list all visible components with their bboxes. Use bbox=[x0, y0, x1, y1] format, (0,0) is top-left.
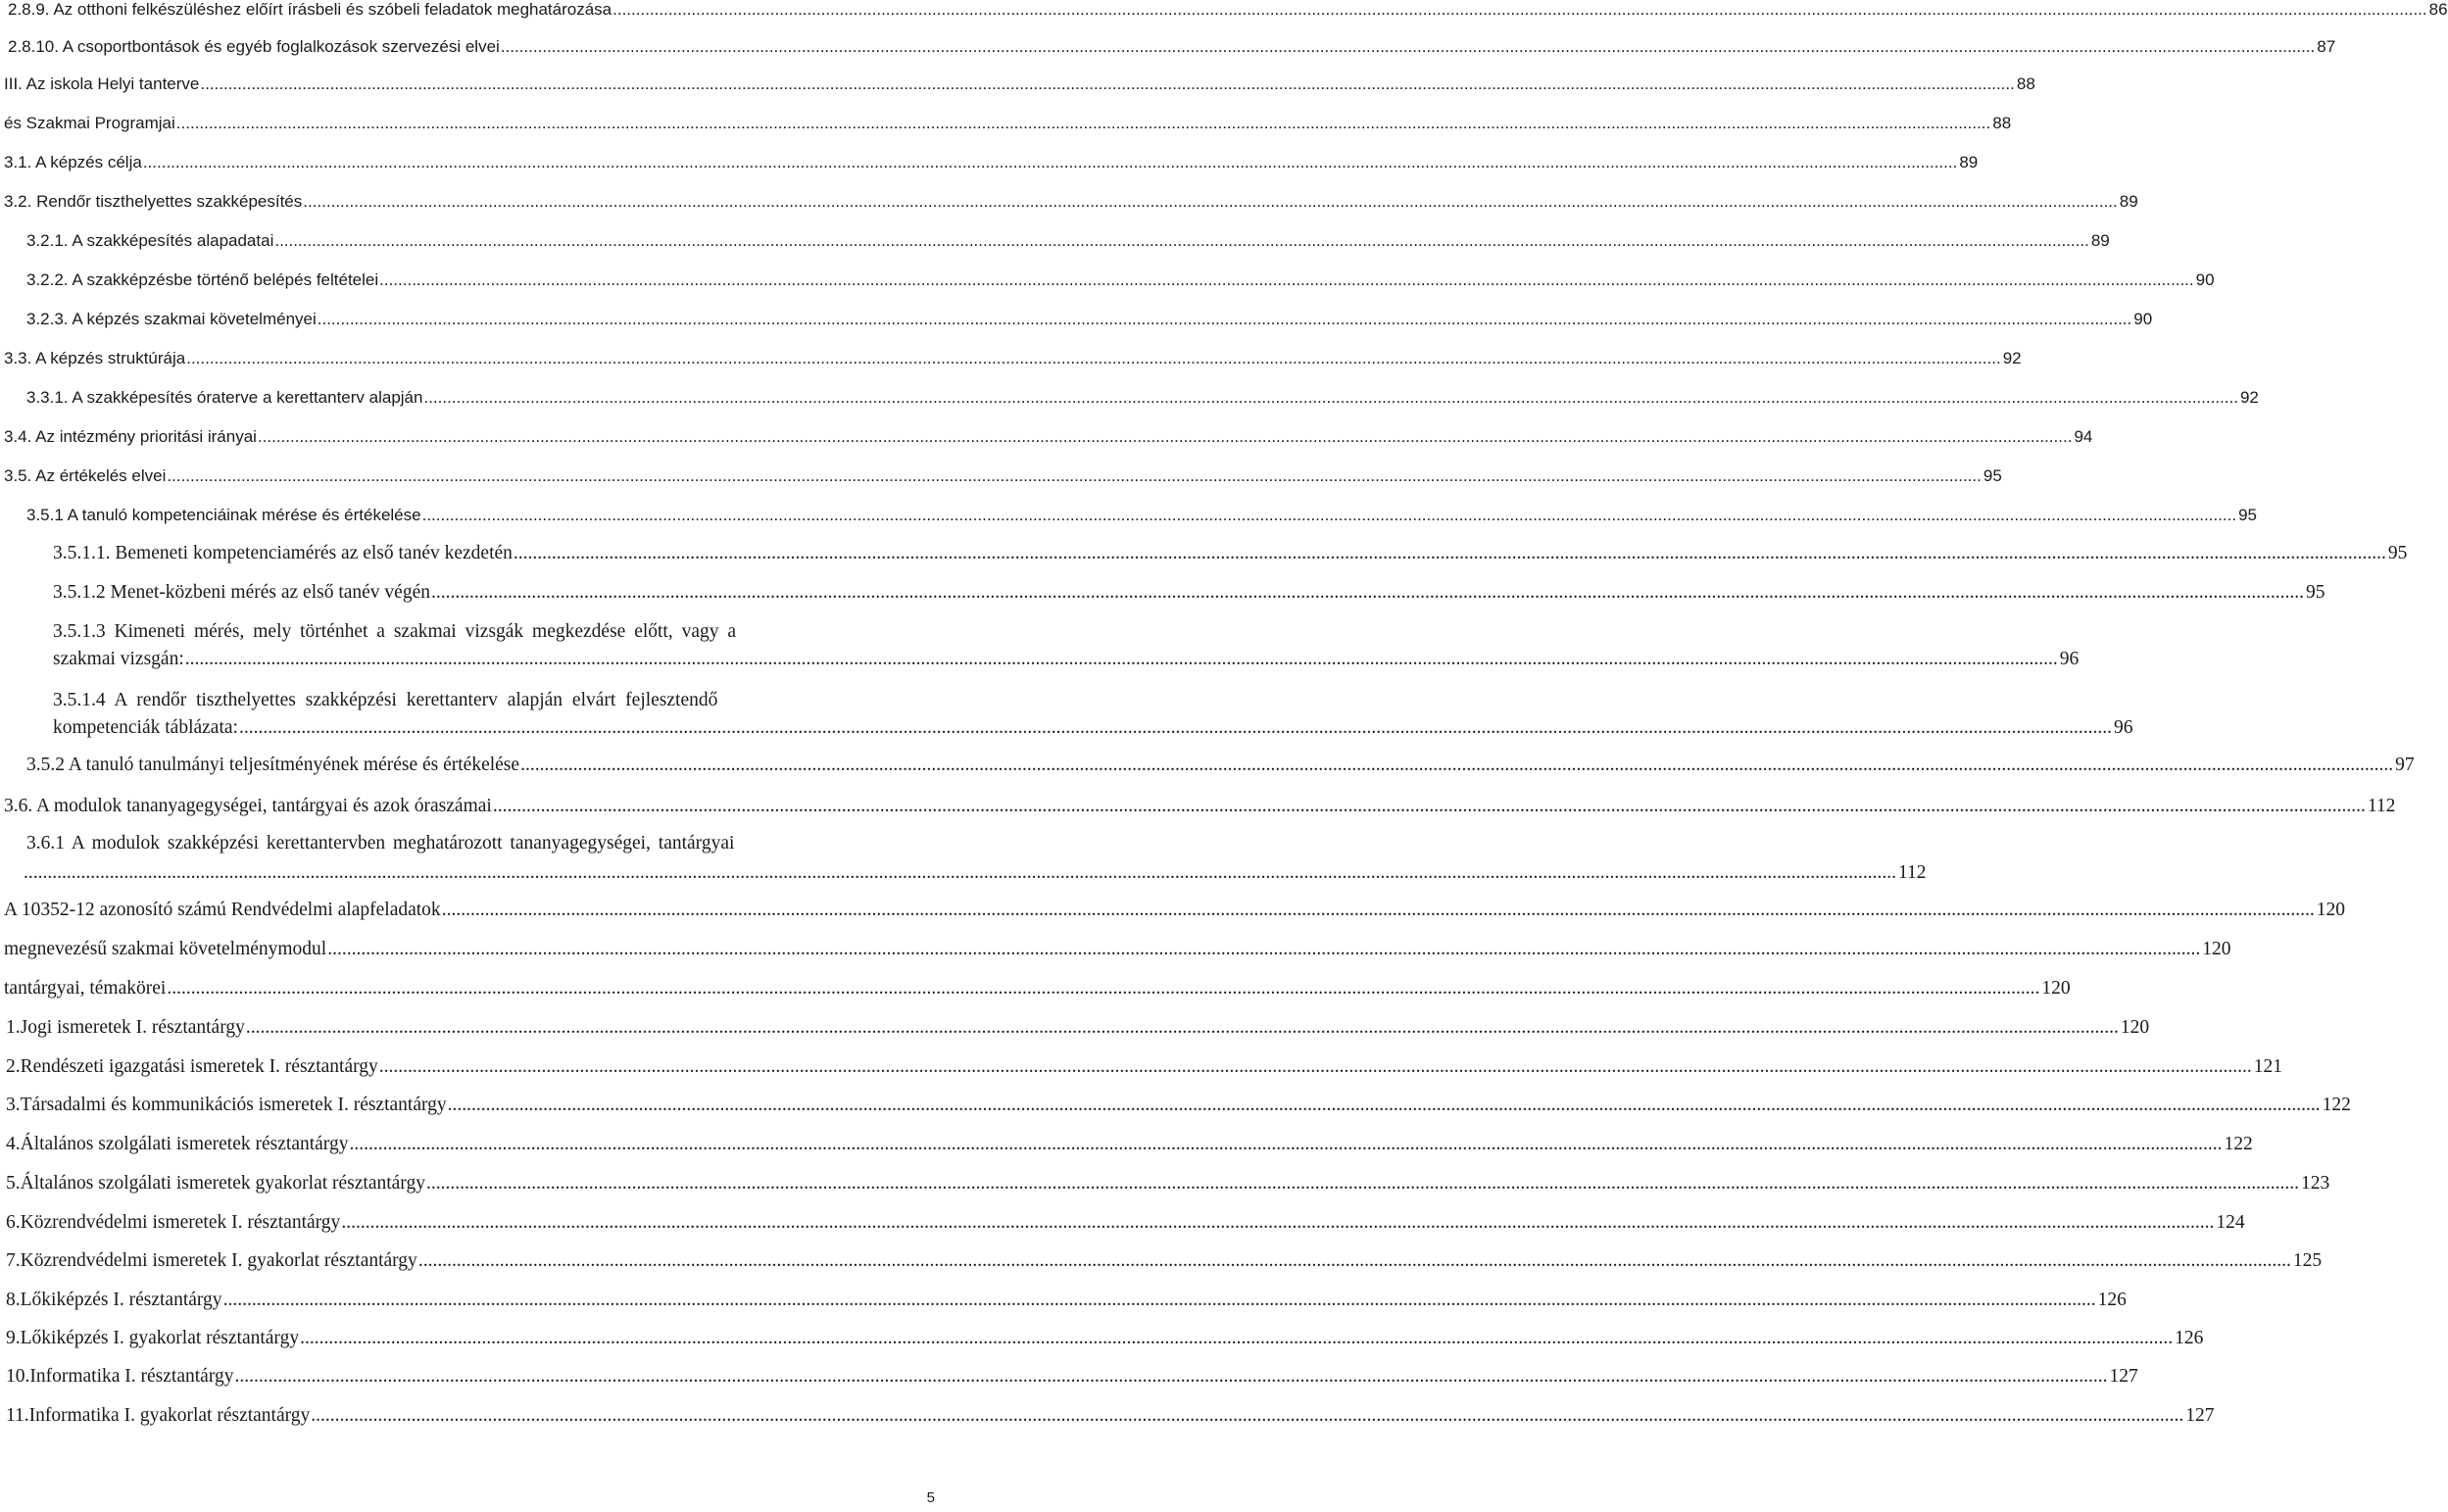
toc-leader bbox=[431, 582, 2304, 604]
toc-entry-title: és Szakmai Programjai bbox=[4, 114, 175, 132]
toc-entry-page: 96 bbox=[2113, 717, 2133, 738]
numbered-entry[interactable] bbox=[6, 1366, 2138, 1388]
toc-leader bbox=[258, 427, 2072, 447]
toc-entry-title-line1: 3.5.1.3 Kimeneti mérés, mely történhet a szakmai vizsgák megkezdése előtt, vagy a bbox=[53, 621, 737, 642]
toc-leader bbox=[303, 192, 2117, 212]
entry-number: 5. bbox=[6, 1173, 21, 1194]
toc-entry-continuation[interactable] bbox=[4, 862, 1927, 884]
entry-page: 127 bbox=[2109, 1366, 2138, 1387]
toc-leader bbox=[493, 796, 2366, 817]
numbered-entry[interactable] bbox=[6, 1173, 2330, 1195]
toc-entry-title: 3.3. A képzés struktúrája bbox=[4, 349, 186, 367]
entry-number: 9. bbox=[6, 1328, 21, 1348]
toc-entry-title: 3.6. A modulok tananyagegységei, tantárgyai és azok óraszámai bbox=[4, 796, 492, 816]
toc-entry-title: III. Az iskola Helyi tanterve bbox=[4, 74, 200, 93]
entry-title: Rendészeti igazgatási ismeretek I. résztantárgy bbox=[20, 1056, 378, 1077]
toc-leader bbox=[223, 1290, 2096, 1311]
toc-entry-page: 95 bbox=[2305, 582, 2326, 603]
toc-entry[interactable] bbox=[8, 37, 2336, 57]
entry-title: Lőkiképzés I. gyakorlat résztantárgy bbox=[20, 1328, 300, 1348]
toc-entry-page: 88 bbox=[1992, 114, 2012, 132]
toc-entry-page: 94 bbox=[2074, 427, 2093, 446]
toc-entry-page: 120 bbox=[2202, 939, 2231, 959]
toc-entry-page: 87 bbox=[2317, 37, 2336, 56]
toc-entry[interactable] bbox=[53, 582, 2326, 604]
numbered-entry[interactable] bbox=[6, 1212, 2245, 1234]
toc-entry-page: 86 bbox=[2428, 0, 2448, 19]
toc-entry-page: 120 bbox=[2316, 900, 2345, 920]
toc-entry-title: 3.3.1. A szakképesítés óraterve a kerettanterv alapján bbox=[26, 388, 423, 407]
toc-leader bbox=[426, 1173, 2299, 1195]
toc-entry[interactable] bbox=[4, 978, 2071, 1000]
toc-leader bbox=[612, 0, 2426, 20]
numbered-entry[interactable] bbox=[6, 1095, 2351, 1116]
toc-leader bbox=[24, 862, 1896, 884]
numbered-entry[interactable] bbox=[6, 1134, 2253, 1155]
toc-leader bbox=[349, 1134, 2222, 1155]
toc-entry[interactable] bbox=[4, 114, 2012, 133]
toc-entry-page: 95 bbox=[2238, 506, 2257, 524]
toc-leader bbox=[185, 649, 2058, 670]
entry-title: Informatika I. gyakorlat résztantárgy bbox=[28, 1405, 311, 1426]
toc-entry-wrapped[interactable] bbox=[53, 690, 941, 711]
toc-entry-page: 90 bbox=[2195, 270, 2215, 289]
toc-entry-title: 3.4. Az intézmény prioritási irányai bbox=[4, 427, 257, 446]
toc-entry-page: 89 bbox=[2119, 192, 2138, 211]
toc-entry[interactable] bbox=[53, 543, 2408, 564]
toc-entry[interactable] bbox=[4, 939, 2231, 960]
toc-entry[interactable] bbox=[8, 0, 2448, 20]
entry-number: 3. bbox=[6, 1095, 21, 1115]
toc-entry-page: 95 bbox=[1983, 466, 2002, 485]
toc-entry-page: 95 bbox=[2387, 543, 2408, 563]
toc-leader bbox=[514, 543, 2386, 564]
entry-title: Közrendvédelmi ismeretek I. gyakorlat résztantárgy bbox=[20, 1250, 417, 1271]
entry-title: Társadalmi és kommunikációs ismeretek I. résztantárgy bbox=[20, 1095, 447, 1115]
toc-leader bbox=[311, 1405, 2183, 1427]
toc-entry[interactable] bbox=[26, 388, 2259, 408]
toc-leader bbox=[143, 153, 1957, 172]
toc-entry[interactable] bbox=[26, 310, 2153, 329]
toc-entry-title-line1: 3.6.1 A modulok szakképzési kerettantervben meghatározott tananyagegységei, tantárgyai bbox=[26, 833, 735, 854]
numbered-entry[interactable] bbox=[6, 1017, 2150, 1039]
toc-leader bbox=[327, 939, 2200, 960]
toc-entry[interactable] bbox=[4, 74, 2035, 94]
entry-page: 123 bbox=[2300, 1173, 2330, 1194]
toc-entry-title-line2: kompetenciák táblázata: bbox=[53, 717, 238, 738]
toc-entry-page: 97 bbox=[2395, 755, 2415, 775]
toc-entry-page: 92 bbox=[2239, 388, 2259, 407]
toc-entry-title: 3.5. Az értékelés elvei bbox=[4, 466, 167, 485]
entry-page: 121 bbox=[2253, 1056, 2282, 1077]
entry-page: 127 bbox=[2185, 1405, 2215, 1426]
toc-leader bbox=[167, 978, 2039, 1000]
toc-entry-continuation[interactable] bbox=[53, 717, 2133, 739]
page-number: 5 bbox=[926, 1489, 935, 1506]
numbered-entry[interactable] bbox=[6, 1290, 2127, 1311]
entry-number: 2. bbox=[6, 1056, 21, 1077]
toc-leader bbox=[448, 1095, 2321, 1116]
toc-entry[interactable] bbox=[26, 231, 2110, 251]
toc-leader bbox=[186, 349, 2000, 368]
toc-entry-page: 88 bbox=[2016, 74, 2035, 93]
toc-entry-title: 3.2.3. A képzés szakmai követelményei bbox=[26, 310, 317, 328]
toc-leader bbox=[246, 1017, 2119, 1039]
toc-entry-title: 2.8.10. A csoportbontások és egyéb foglalkozások szervezési elvei bbox=[8, 37, 500, 56]
toc-entry-wrapped[interactable] bbox=[53, 621, 941, 643]
toc-leader bbox=[176, 114, 1990, 133]
toc-entry-title: A 10352-12 azonosító számú Rendvédelmi alapfeladatok bbox=[4, 900, 441, 920]
entry-number: 8. bbox=[6, 1290, 21, 1310]
entry-title: Lőkiképzés I. résztantárgy bbox=[20, 1290, 222, 1310]
toc-leader bbox=[274, 231, 2088, 251]
toc-entry[interactable] bbox=[4, 900, 2345, 921]
entry-number: 10. bbox=[6, 1366, 30, 1387]
toc-entry[interactable] bbox=[4, 466, 2002, 486]
entry-number: 11. bbox=[6, 1405, 29, 1426]
toc-leader bbox=[341, 1212, 2214, 1234]
toc-entry-title: 2.8.9. Az otthoni felkészüléshez előírt írásbeli és szóbeli feladatok meghatározása bbox=[8, 0, 612, 19]
toc-entry-page: 89 bbox=[2090, 231, 2110, 250]
toc-entry[interactable] bbox=[4, 349, 2022, 368]
toc-entry[interactable] bbox=[4, 427, 2093, 447]
toc-entry[interactable] bbox=[4, 153, 1979, 172]
toc-leader bbox=[200, 74, 2014, 94]
toc-leader bbox=[318, 310, 2131, 329]
toc-entry-title: megnevezésű szakmai követelménymodul bbox=[4, 939, 327, 959]
numbered-entry[interactable] bbox=[6, 1405, 2215, 1427]
toc-entry-title: 3.5.1.1. Bemeneti kompetenciamérés az első tanév kezdetén bbox=[53, 543, 513, 563]
toc-entry[interactable] bbox=[4, 192, 2138, 212]
entry-number: 4. bbox=[6, 1134, 21, 1154]
toc-leader bbox=[167, 466, 1981, 486]
toc-entry-title: 3.1. A képzés célja bbox=[4, 153, 142, 171]
toc-entry-title: 3.5.1 A tanuló kompetenciáinak mérése és értékelése bbox=[26, 506, 421, 524]
entry-page: 125 bbox=[2292, 1250, 2323, 1271]
entry-number: 7. bbox=[6, 1250, 21, 1271]
toc-entry[interactable] bbox=[26, 270, 2215, 290]
toc-entry[interactable] bbox=[26, 755, 2415, 776]
numbered-entry[interactable] bbox=[6, 1056, 2282, 1078]
entry-title: Informatika I. résztantárgy bbox=[29, 1366, 234, 1387]
toc-leader bbox=[239, 717, 2112, 739]
toc-leader bbox=[379, 270, 2193, 290]
entry-title: Általános szolgálati ismeretek résztantárgy bbox=[20, 1134, 349, 1154]
entry-page: 126 bbox=[2175, 1328, 2204, 1348]
toc-leader bbox=[379, 1056, 2252, 1078]
toc-entry-continuation[interactable] bbox=[53, 649, 2080, 670]
toc-entry-title: 3.2.1. A szakképesítés alapadatai bbox=[26, 231, 274, 250]
toc-entry-title: 3.2.2. A szakképzésbe történő belépés feltételei bbox=[26, 270, 379, 289]
toc-entry-title-line1: 3.5.1.4 A rendőr tiszthelyettes szakképzési kerettanterv alapján elvárt fejlesztendő bbox=[53, 690, 718, 710]
toc-leader bbox=[418, 1250, 2291, 1272]
toc-leader bbox=[423, 388, 2237, 408]
toc-leader bbox=[501, 37, 2315, 57]
toc-entry[interactable] bbox=[26, 506, 2257, 525]
entry-page: 124 bbox=[2216, 1212, 2245, 1233]
entry-title: Jogi ismeretek I. résztantárgy bbox=[20, 1017, 245, 1038]
numbered-entry[interactable] bbox=[6, 1250, 2323, 1272]
entry-title: Közrendvédelmi ismeretek I. résztantárgy bbox=[20, 1212, 341, 1233]
toc-entry[interactable] bbox=[4, 796, 2396, 817]
toc-entry-title: tantárgyai, témakörei bbox=[4, 978, 167, 999]
toc-entry-page: 112 bbox=[1898, 862, 1927, 883]
toc-entry-page: 89 bbox=[1959, 153, 1979, 171]
entry-page: 126 bbox=[2097, 1290, 2127, 1310]
toc-entry-page: 90 bbox=[2133, 310, 2153, 328]
toc-entry-title: 3.5.1.2 Menet-közbeni mérés az első tanév végén bbox=[53, 582, 430, 603]
toc-leader bbox=[520, 755, 2393, 776]
entry-title: Általános szolgálati ismeretek gyakorlat résztantárgy bbox=[20, 1173, 425, 1194]
toc-entry-wrapped[interactable] bbox=[26, 833, 941, 854]
toc-entry-page: 96 bbox=[2059, 649, 2080, 669]
toc-leader bbox=[300, 1328, 2173, 1349]
numbered-entry[interactable] bbox=[6, 1328, 2204, 1349]
toc-leader bbox=[442, 900, 2315, 921]
entry-page: 122 bbox=[2322, 1095, 2351, 1115]
entry-page: 122 bbox=[2224, 1134, 2253, 1154]
toc-entry-page: 120 bbox=[2041, 978, 2071, 999]
entry-page: 120 bbox=[2120, 1017, 2150, 1038]
toc-entry-page: 112 bbox=[2367, 796, 2396, 816]
toc-entry-title: 3.2. Rendőr tiszthelyettes szakképesítés bbox=[4, 192, 303, 211]
toc-entry-title: 3.5.2 A tanuló tanulmányi teljesítményének mérése és értékelése bbox=[26, 755, 520, 775]
toc-entry-page: 92 bbox=[2002, 349, 2022, 367]
entry-number: 1. bbox=[6, 1017, 21, 1038]
toc-entry-title-line2: szakmai vizsgán: bbox=[53, 649, 184, 669]
toc-leader bbox=[234, 1366, 2107, 1388]
toc-leader bbox=[422, 506, 2236, 525]
entry-number: 6. bbox=[6, 1212, 21, 1233]
